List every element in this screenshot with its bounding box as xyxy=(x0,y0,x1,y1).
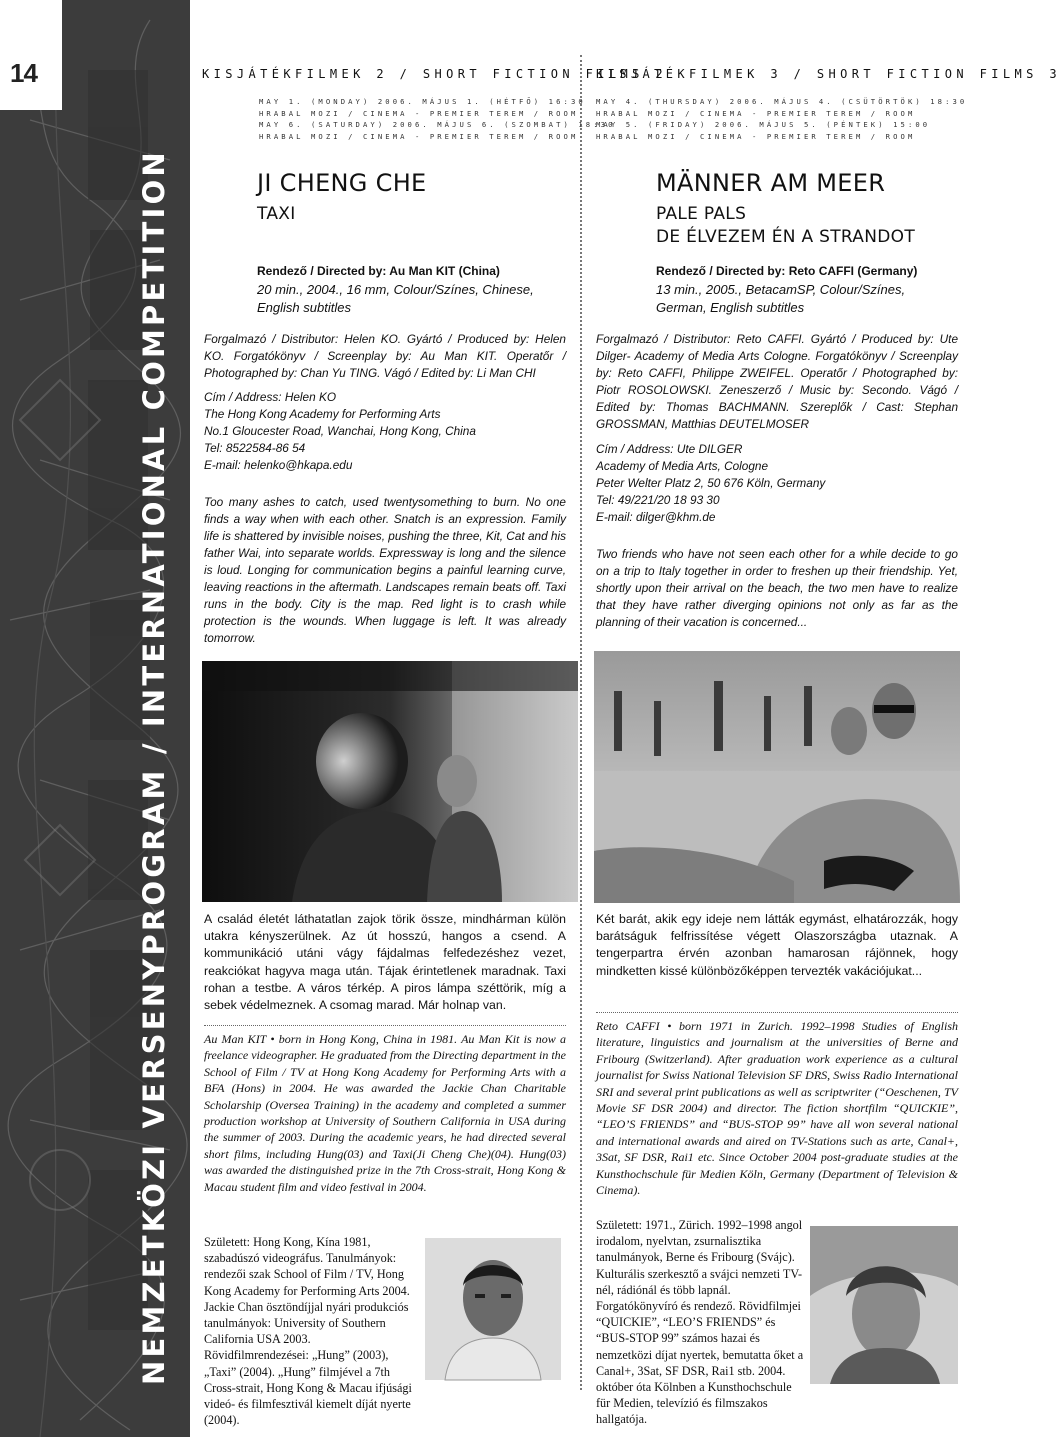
col2-address-line: Peter Welter Platz 2, 50 676 Köln, Germany xyxy=(596,476,826,490)
col2-bio-en: Reto CAFFI • born 1971 in Zurich. 1992–1998 Studies of English literature, linguistics and journalism at the universities of Berne and Fribourg (Switzerland). After graduation work experience as a cultural journalist for Swiss National Television SF DRS, Swiss Radio International SRI and several print publications as well as scriptwriter (“Oeschenen, TV Movie SF DSR 2004) and director. The fiction shortfilm “QUICKIE”, “LEO’S FRIENDS” and “BUS-STOP 99” have all won several national and international awards and aired on TV-Stations such as arte, Canal+, 3Sat, SF DSR, Rai1 etc. Since October 2004 post-graduate studies at the Kunsthochschule für Medien Köln, Germany (Department of Television & Cinema). xyxy=(596,1019,958,1198)
col1-synopsis-en: Too many ashes to catch, used twentysomething to burn. No one finds a way when with each other. Snatch is an expression. Family life is shattered by invisible noises, pushing the three, Kit, Cat and his father Wai, into separate worlds. Expressway is long and the silence is loud. Longing for communication begins a painful learning curve, leaving reactions in the aftermath. Landscapes remain beats off. Taxi runs in the body. City is the map. Red light is to crash while protection is the wounds. When luggage is left. It was already tomorrow. xyxy=(204,495,566,645)
col1-schedule-line: MAY 1. (MONDAY) 2006. MÁJUS 1. (HÉTFŐ) 16:30 xyxy=(259,97,586,106)
col1-schedule-line: MAY 6. (SATURDAY) 2006. MÁJUS 6. (SZOMBAT) 18:30 xyxy=(259,120,616,129)
col2-schedule-line: MAY 5. (FRIDAY) 2006. MÁJUS 5. (PÉNTEK) 15:00 xyxy=(596,120,931,129)
director-photo-image xyxy=(810,1226,958,1384)
sidebar-banner xyxy=(0,0,190,1437)
col1-film-subtitle: TAXI xyxy=(257,204,296,224)
col2-director-portrait xyxy=(810,1226,958,1384)
col2-synopsis-en: Two friends who have not seen each other for a while decide to go on a trip to Italy together in order to freshen up their friendship. Yet, shortly upon their arrival on the beach, the two men have to realize that they have rather diverging opinions not only as far as the planning of their vacation is concerned... xyxy=(596,547,958,629)
col2-section-title: KISJÁTÉKFILMEK 3 / SHORT FICTION FILMS 3 xyxy=(596,67,1061,81)
col1-film-title: JI CHENG CHE xyxy=(257,169,427,197)
col2-address-line: Tel: 49/221/20 18 93 30 xyxy=(596,493,720,507)
col2-credits: Forgalmazó / Distributor: Reto CAFFI. Gyártó / Produced by: Ute Dilger- Academy of Media Arts Cologne. Forgatókönyv / Screenplay by: Reto CAFFI, Philippe ZWEIFEL. Operatőr / Photographed by: Piotr ROSOLOWSKI. Zeneszerző / Music by: Secondo. Vágó / Edited by: Thomas BACHMANN. Szereplők / Cast: Stephan GROSSMAN, Matthias DEUTELMOSER xyxy=(596,332,958,431)
col1-director-portrait xyxy=(425,1238,561,1380)
col2-film-title: MÄNNER AM MEER xyxy=(656,169,886,197)
col2-address-line: Academy of Media Arts, Cologne xyxy=(596,459,769,473)
taxi-still-image xyxy=(202,661,578,902)
col2-bio-separator xyxy=(596,1012,958,1013)
col2-film-still xyxy=(594,651,960,903)
col2-film-subtitle: DE ÉLVEZEM ÉN A STRANDOT xyxy=(656,227,916,247)
page-number-box xyxy=(0,0,62,110)
column-divider xyxy=(580,55,582,1390)
col1-address-line: The Hong Kong Academy for Performing Arts xyxy=(204,407,441,421)
col2-address-line: E-mail: dilger@khm.de xyxy=(596,510,716,524)
col2-address-line: Cím / Address: Ute DILGER xyxy=(596,442,743,456)
col1-specs: 20 min., 2004., 16 mm, Colour/Színes, Chinese, English subtitles xyxy=(257,282,534,315)
col1-schedule xyxy=(259,96,616,142)
director-photo-image xyxy=(425,1238,561,1380)
col1-bio-hu: Született: Hong Kong, Kína 1981, szabadúszó videográfus. Tanulmányok: rendezői szak School of Film / TV, Hong Kong Academy for Performing Arts 2004. Jackie Chan ösztöndíjjal nyári produkciós tanulmányok: University of Southern California USA 2003. Rövidfilmrendezései: „Hung” (2003), „Taxi” (2004). „Hung” filmjével a 7th Cross-strait, Hong Kong & Macau ifjúsági videó- és filmfesztivál kiemelt díját nyerte (2004). xyxy=(204,1235,412,1428)
col2-specs: 13 min., 2005., BetacamSP, Colour/Színes, German, English subtitles xyxy=(656,282,906,315)
col1-credits: Forgalmazó / Distributor: Helen KO. Gyártó / Produced by: Helen KO. Forgatókönyv / Screenplay by: Au Man KIT. Operatőr / Photographed by: Chan Yu TING. Vágó / Edited by: Li Man CHI xyxy=(204,332,566,380)
col2-schedule-line: HRABAL MOZI / CINEMA - PREMIER TEREM / ROOM xyxy=(596,131,916,141)
col2-schedule-line: MAY 4. (THURSDAY) 2006. MÁJUS 4. (CSÜTÖRTÖK) 18:30 xyxy=(596,97,968,106)
beach-still-image xyxy=(594,651,960,903)
col1-address-line: No.1 Gloucester Road, Wanchai, Hong Kong, China xyxy=(204,424,476,438)
col1-synopsis-hu: A család életét láthatatlan zajok törik össze, mindhárman külön utakra kényszerülnek. Az út hosszú, hangos a csend. A kommunikáció utáni vágy fájdalmas felfedezéshez vezet, reakciókat hagyva maga után. Tájak érintetlenek maradnak. Taxi rohan a testbe. A város térkép. A piros lámpa széttörik, míg a sebek védelmeznek. A csomag marad. Már holnap van. xyxy=(204,912,566,1013)
page-number: 14 xyxy=(10,58,37,88)
col1-schedule-line: HRABAL MOZI / CINEMA - PREMIER TEREM / ROOM xyxy=(259,131,579,141)
sidebar-vertical-title: NEMZETKÖZI VERSENYPROGRAM / INTERNATIONAL COMPETITION xyxy=(137,149,171,1385)
col1-director: Rendező / Directed by: Au Man KIT (China) xyxy=(257,264,500,278)
col2-bio-hu: Született: 1971., Zürich. 1992–1998 angol irodalom, nyelvtan, zsurnalisztika tanulmányok, Berne és Fribourg (Svájc). Kulturális szerkesztő a svájci nemzeti TV-nél, rádiónál és több lapnál. Forgatókönyvíró és rendező. Rövidfilmjei “QUICKIE”, “LEO’S FRIENDS” és “BUS-STOP 99” számos hazai és nemzetközi díjat nyertek, bemutatta őket a Canal+, 3Sat, SF DSR, Rai1 stb. 2004. október óta Kölnben a Kunsthochschule für Medien, televízió és filmszakos hallgatója. xyxy=(596,1218,804,1427)
col2-address xyxy=(596,441,958,526)
col1-bio-en: Au Man KIT • born in Hong Kong, China in 1981. Au Man Kit is now a freelance videographer. He graduated from the Directing department in the School of Film / TV at Hong Kong Academy for Performing Arts with a BFA (Hons) in 2004. He was awarded the Jackie Chan Charitable Scholarship (Oversea Training) in the academy and completed a summer production workshop at University of Southern California in USA during the summer of 2003. During the academic years, he had directed several short films, including Hung(03) and Taxi(Ji Cheng Che)(04). Hung(03) was awarded the distinguished prize in the 7th Cross-strait, Hong Kong & Macau student film and video festival in 2004. xyxy=(204,1032,566,1194)
col2-synopsis-hu: Két barát, akik egy ideje nem látták egymást, elhatározzák, hogy barátságuk felfrissítése végett Olaszországba utaznak. A tengerpartra érvén azonban hamarosan rájönnek, hogy mindketten kissé különbözőképpen tervezték vakációjukat... xyxy=(596,912,958,978)
col1-address-line: E-mail: helenko@hkapa.edu xyxy=(204,458,353,472)
col1-bio-separator xyxy=(204,1025,566,1026)
col2-film-subtitle: PALE PALS xyxy=(656,204,747,224)
col2-director: Rendező / Directed by: Reto CAFFI (Germany) xyxy=(656,264,918,278)
col1-address-line: Tel: 8522584-86 54 xyxy=(204,441,306,455)
col1-address-line: Cím / Address: Helen KO xyxy=(204,390,336,404)
col1-section-title: KISJÁTÉKFILMEK 2 / SHORT FICTION FILMS 2 xyxy=(202,67,667,81)
col2-schedule-line: HRABAL MOZI / CINEMA - PREMIER TEREM / ROOM xyxy=(596,108,916,118)
col1-film-still xyxy=(202,661,578,902)
col1-address xyxy=(204,389,566,474)
col1-schedule-line: HRABAL MOZI / CINEMA - PREMIER TEREM / ROOM xyxy=(259,108,579,118)
col2-schedule xyxy=(596,96,967,142)
